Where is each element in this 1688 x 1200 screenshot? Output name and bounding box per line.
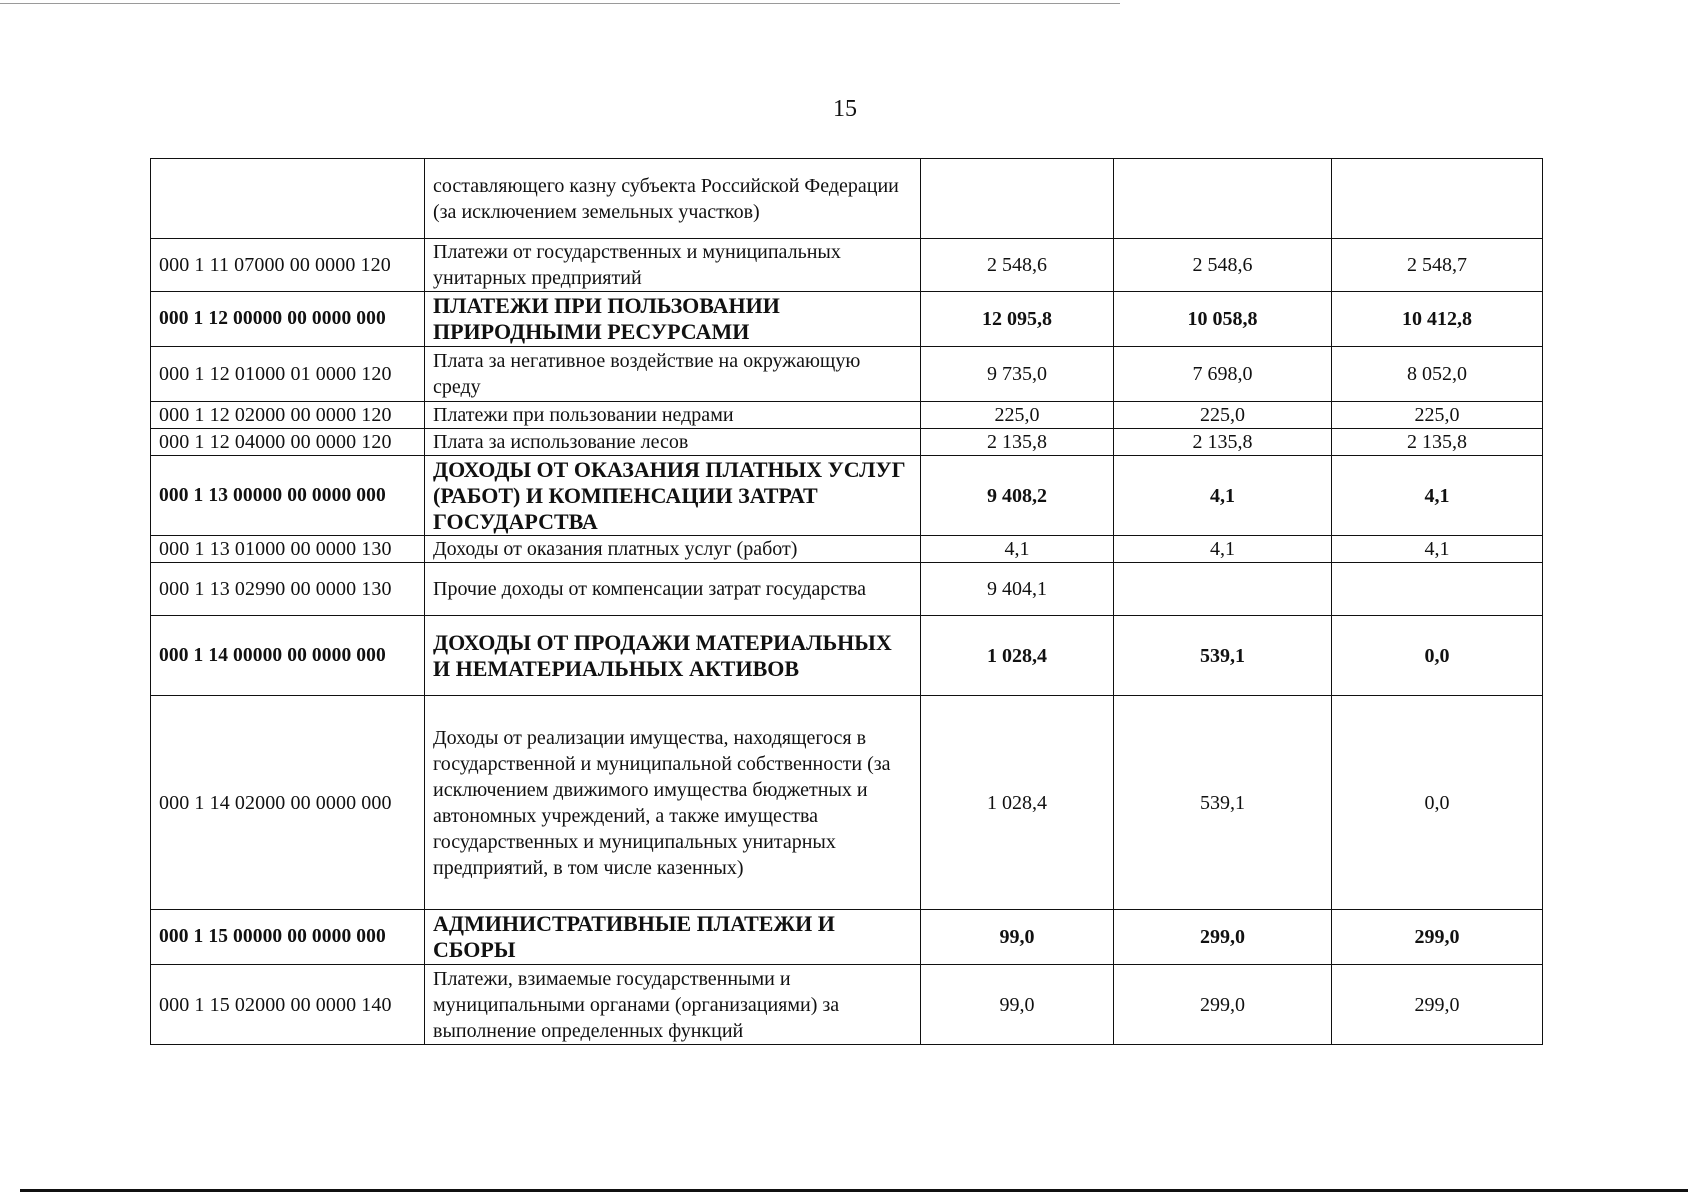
- value-year-3-cell: 0,0: [1332, 696, 1543, 910]
- value-year-2-cell: 2 548,6: [1114, 239, 1332, 292]
- table-row-section: [151, 910, 1543, 965]
- value-year-1-cell: 9 408,2: [921, 456, 1114, 536]
- value-year-2-cell: [1114, 159, 1332, 239]
- value-year-2-cell: 299,0: [1114, 965, 1332, 1045]
- budget-code-cell: 000 1 14 02000 00 0000 000: [151, 696, 425, 910]
- budget-code-cell: 000 1 13 01000 00 0000 130: [151, 536, 425, 563]
- value-year-3-cell: 2 135,8: [1332, 429, 1543, 456]
- value-year-1-cell: 4,1: [921, 536, 1114, 563]
- budget-code-cell: 000 1 13 00000 00 0000 000: [151, 456, 425, 536]
- value-year-3-cell: 2 548,7: [1332, 239, 1543, 292]
- table-row-section: [151, 616, 1543, 696]
- value-year-2-cell: 225,0: [1114, 402, 1332, 429]
- revenue-name-cell: ПЛАТЕЖИ ПРИ ПОЛЬЗОВАНИИ ПРИРОДНЫМИ РЕСУРСАМИ: [425, 292, 921, 347]
- value-year-3-cell: 225,0: [1332, 402, 1543, 429]
- bottom-scan-rule: [20, 1189, 1688, 1192]
- revenue-name-cell: Плата за использование лесов: [425, 429, 921, 456]
- budget-code-cell: 000 1 15 02000 00 0000 140: [151, 965, 425, 1045]
- table-row: [151, 696, 1543, 910]
- table-row: [151, 563, 1543, 616]
- budget-code-cell: 000 1 12 01000 01 0000 120: [151, 347, 425, 402]
- revenue-name-cell: АДМИНИСТРАТИВНЫЕ ПЛАТЕЖИ И СБОРЫ: [425, 910, 921, 965]
- value-year-2-cell: [1114, 563, 1332, 616]
- value-year-3-cell: 299,0: [1332, 965, 1543, 1045]
- value-year-1-cell: 9 404,1: [921, 563, 1114, 616]
- value-year-2-cell: 539,1: [1114, 696, 1332, 910]
- table-row: [151, 536, 1543, 563]
- revenue-table: [150, 158, 1543, 1045]
- value-year-3-cell: 4,1: [1332, 456, 1543, 536]
- revenue-name-cell: составляющего казну субъекта Российской Федерации (за исключением земельных участков): [425, 159, 921, 239]
- budget-code-cell: 000 1 11 07000 00 0000 120: [151, 239, 425, 292]
- budget-code-cell: 000 1 12 02000 00 0000 120: [151, 402, 425, 429]
- value-year-2-cell: 2 135,8: [1114, 429, 1332, 456]
- value-year-1-cell: 12 095,8: [921, 292, 1114, 347]
- revenue-name-cell: Плата за негативное воздействие на окружающую среду: [425, 347, 921, 402]
- table-row: [151, 239, 1543, 292]
- table-row: [151, 159, 1543, 239]
- value-year-1-cell: 225,0: [921, 402, 1114, 429]
- value-year-2-cell: 299,0: [1114, 910, 1332, 965]
- value-year-3-cell: 299,0: [1332, 910, 1543, 965]
- budget-code-cell: 000 1 15 00000 00 0000 000: [151, 910, 425, 965]
- budget-code-cell: 000 1 13 02990 00 0000 130: [151, 563, 425, 616]
- table-row-section: [151, 456, 1543, 536]
- value-year-3-cell: 0,0: [1332, 616, 1543, 696]
- value-year-3-cell: 8 052,0: [1332, 347, 1543, 402]
- revenue-name-cell: ДОХОДЫ ОТ ОКАЗАНИЯ ПЛАТНЫХ УСЛУГ (РАБОТ) И КОМПЕНСАЦИИ ЗАТРАТ ГОСУДАРСТВА: [425, 456, 921, 536]
- value-year-1-cell: 99,0: [921, 965, 1114, 1045]
- top-scan-rule: [0, 3, 1120, 4]
- value-year-3-cell: [1332, 159, 1543, 239]
- revenue-name-cell: Доходы от реализации имущества, находящегося в государственной и муниципальной собственности (за исключением движимого имущества бюджетных и автономных учреждений, а также имущества государственных и муниципальных унитарных предприятий, в том числе казенных): [425, 696, 921, 910]
- value-year-3-cell: 4,1: [1332, 536, 1543, 563]
- page-number: 15: [833, 96, 857, 122]
- value-year-3-cell: 10 412,8: [1332, 292, 1543, 347]
- value-year-1-cell: 9 735,0: [921, 347, 1114, 402]
- budget-code-cell: 000 1 14 00000 00 0000 000: [151, 616, 425, 696]
- value-year-1-cell: [921, 159, 1114, 239]
- revenue-name-cell: Платежи при пользовании недрами: [425, 402, 921, 429]
- value-year-1-cell: 2 548,6: [921, 239, 1114, 292]
- table-row: [151, 429, 1543, 456]
- revenue-name-cell: Платежи, взимаемые государственными и муниципальными органами (организациями) за выполнение определенных функций: [425, 965, 921, 1045]
- table-row: [151, 347, 1543, 402]
- value-year-1-cell: 2 135,8: [921, 429, 1114, 456]
- value-year-3-cell: [1332, 563, 1543, 616]
- value-year-2-cell: 4,1: [1114, 536, 1332, 563]
- value-year-2-cell: 539,1: [1114, 616, 1332, 696]
- revenue-name-cell: ДОХОДЫ ОТ ПРОДАЖИ МАТЕРИАЛЬНЫХ И НЕМАТЕРИАЛЬНЫХ АКТИВОВ: [425, 616, 921, 696]
- table-row: [151, 965, 1543, 1045]
- value-year-1-cell: 1 028,4: [921, 696, 1114, 910]
- revenue-name-cell: Прочие доходы от компенсации затрат государства: [425, 563, 921, 616]
- budget-code-cell: 000 1 12 00000 00 0000 000: [151, 292, 425, 347]
- revenue-name-cell: Платежи от государственных и муниципальных унитарных предприятий: [425, 239, 921, 292]
- value-year-1-cell: 1 028,4: [921, 616, 1114, 696]
- budget-code-cell: 000 1 12 04000 00 0000 120: [151, 429, 425, 456]
- revenue-name-cell: Доходы от оказания платных услуг (работ): [425, 536, 921, 563]
- value-year-2-cell: 4,1: [1114, 456, 1332, 536]
- value-year-2-cell: 7 698,0: [1114, 347, 1332, 402]
- table-row: [151, 402, 1543, 429]
- budget-code-cell: [151, 159, 425, 239]
- table-row-section: [151, 292, 1543, 347]
- value-year-2-cell: 10 058,8: [1114, 292, 1332, 347]
- value-year-1-cell: 99,0: [921, 910, 1114, 965]
